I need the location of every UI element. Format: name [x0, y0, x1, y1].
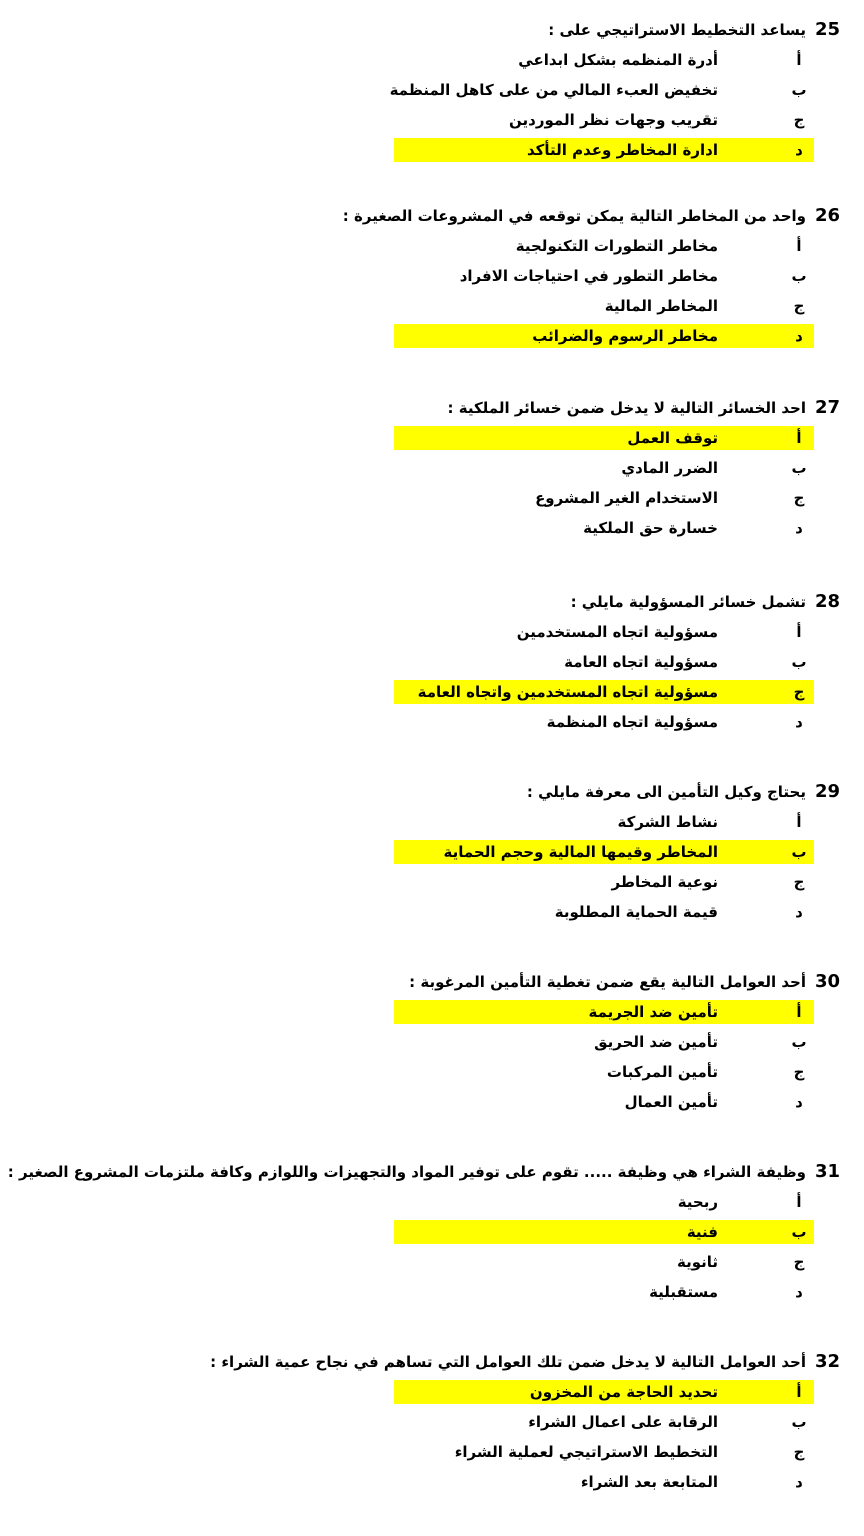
question-26: [0, 204, 840, 228]
option-text: مخاطر التطورات التكنولجية: [515, 237, 718, 255]
question-31: [0, 1160, 840, 1184]
option-letter: أ: [796, 237, 802, 255]
option-letter: ج: [793, 683, 805, 701]
answer-option: [394, 1030, 814, 1054]
option-text: مسؤولية اتجاه المنظمة: [546, 713, 718, 731]
option-letter: ب: [791, 843, 807, 861]
answer-option: [394, 486, 814, 510]
question-number: 28: [814, 591, 840, 612]
option-letter: أ: [796, 51, 802, 69]
answer-option: [394, 650, 814, 674]
option-letter: ب: [791, 1223, 807, 1241]
answer-option-highlighted: [394, 840, 814, 864]
option-letter: د: [795, 1473, 803, 1491]
question-text: احد الخسائر التالية لا يدخل ضمن خسائر الملكية :: [447, 399, 806, 417]
answer-option: [394, 234, 814, 258]
question-number: 25: [814, 19, 840, 40]
option-text: تحديد الحاجة من المخزون: [529, 1383, 718, 1401]
answer-option: [394, 1470, 814, 1494]
option-text: مسؤولية اتجاه العامة: [564, 653, 718, 671]
question-number: 31: [814, 1161, 840, 1182]
question-25: [0, 18, 840, 42]
option-letter: ج: [793, 873, 805, 891]
question-32: [0, 1350, 840, 1374]
question-number: 26: [814, 205, 840, 226]
option-letter: ب: [791, 1413, 807, 1431]
answer-option: [394, 810, 814, 834]
question-29: [0, 780, 840, 804]
option-text: مخاطر الرسوم والضرائب: [532, 327, 718, 345]
question-text: يساعد التخطيط الاستراتيجي على :: [548, 21, 806, 39]
option-text: أدرة المنظمه بشكل ابداعي: [518, 51, 718, 69]
option-text: مستقبلية: [649, 1283, 718, 1301]
question-text: واحد من المخاطر التالية يمكن توقعه في المشروعات الصغيرة :: [342, 207, 806, 225]
option-text: الضرر المادي: [621, 459, 718, 477]
option-text: تقريب وجهات نظر الموردين: [509, 111, 718, 129]
option-text: فنية: [686, 1223, 718, 1241]
option-letter: د: [795, 1283, 803, 1301]
option-letter: د: [795, 1093, 803, 1111]
option-text: نشاط الشركة: [617, 813, 718, 831]
answer-option: [394, 294, 814, 318]
option-letter: ج: [793, 489, 805, 507]
question-27: [0, 396, 840, 420]
option-letter: ب: [791, 459, 807, 477]
option-letter: أ: [796, 429, 802, 447]
option-text: المتابعة بعد الشراء: [580, 1473, 718, 1491]
answer-option: [394, 1190, 814, 1214]
option-text: تأمين المركبات: [606, 1063, 718, 1081]
answer-option-highlighted: [394, 1380, 814, 1404]
option-text: التخطيط الاستراتيجي لعملية الشراء: [454, 1443, 718, 1461]
question-text: تشمل خسائر المسؤولية مايلي :: [570, 593, 806, 611]
option-letter: د: [795, 903, 803, 921]
question-number: 27: [814, 397, 840, 418]
answer-option-highlighted: [394, 1000, 814, 1024]
answer-option: [394, 710, 814, 734]
option-letter: ج: [793, 111, 805, 129]
question-28: [0, 590, 840, 614]
question-text: أحد العوامل التالية لا يدخل ضمن تلك العوامل التي تساهم في نجاح عمية الشراء :: [210, 1353, 806, 1371]
option-text: مسؤولية اتجاه المستخدمين واتجاه العامة: [417, 683, 718, 701]
option-text: مسؤولية اتجاه المستخدمين: [516, 623, 718, 641]
option-letter: أ: [796, 623, 802, 641]
option-letter: ج: [793, 1253, 805, 1271]
option-text: قيمة الحماية المطلوبة: [554, 903, 718, 921]
answer-option-highlighted: [394, 138, 814, 162]
option-text: ادارة المخاطر وعدم التأكد: [526, 141, 718, 159]
option-text: ثانوية: [676, 1253, 718, 1271]
answer-option: [394, 870, 814, 894]
option-letter: أ: [796, 1383, 802, 1401]
answer-option-highlighted: [394, 324, 814, 348]
answer-option: [394, 1090, 814, 1114]
option-letter: ب: [791, 1033, 807, 1051]
answer-option: [394, 516, 814, 540]
option-letter: أ: [796, 1003, 802, 1021]
option-letter: د: [795, 713, 803, 731]
option-text: تأمين ضد الجريمة: [588, 1003, 718, 1021]
option-text: توقف العمل: [627, 429, 718, 447]
answer-option-highlighted: [394, 426, 814, 450]
option-letter: د: [795, 327, 803, 345]
option-text: تخفيض العبء المالي من على كاهل المنظمة: [389, 81, 718, 99]
answer-option: [394, 900, 814, 924]
option-text: المخاطر المالية: [604, 297, 718, 315]
question-text: يحتاج وكيل التأمين الى معرفة مايلي :: [526, 783, 806, 801]
answer-option: [389, 78, 814, 102]
option-text: تأمين العمال: [624, 1093, 718, 1111]
option-letter: ب: [791, 81, 807, 99]
answer-option: [394, 48, 814, 72]
question-number: 30: [814, 971, 840, 992]
option-letter: د: [795, 519, 803, 537]
option-letter: د: [795, 141, 803, 159]
option-text: خسارة حق الملكية: [583, 519, 718, 537]
answer-option: [394, 108, 814, 132]
option-letter: ب: [791, 653, 807, 671]
answer-option-highlighted: [394, 1220, 814, 1244]
question-number: 32: [814, 1351, 840, 1372]
option-text: الاستخدام الغير المشروع: [535, 489, 718, 507]
question-30: [0, 970, 840, 994]
option-text: نوعية المخاطر: [611, 873, 718, 891]
answer-option: [394, 1060, 814, 1084]
option-letter: ج: [793, 297, 805, 315]
answer-option: [394, 264, 814, 288]
option-text: مخاطر التطور في احتياجات الافراد: [459, 267, 718, 285]
option-text: المخاطر وقيمها المالية وحجم الحماية: [443, 843, 718, 861]
answer-option: [394, 1280, 814, 1304]
option-text: تأمين ضد الحريق: [594, 1033, 718, 1051]
answer-option: [394, 1250, 814, 1274]
option-letter: ب: [791, 267, 807, 285]
answer-option: [394, 620, 814, 644]
answer-option-highlighted: [394, 680, 814, 704]
answer-option: [394, 1440, 814, 1464]
question-text: أحد العوامل التالية يقع ضمن تغطية التأمين المرغوبة :: [409, 973, 806, 991]
option-text: ربحية: [677, 1193, 718, 1211]
option-text: الرقابة على اعمال الشراء: [528, 1413, 718, 1431]
option-letter: ج: [793, 1063, 805, 1081]
option-letter: أ: [796, 1193, 802, 1211]
option-letter: أ: [796, 813, 802, 831]
answer-option: [394, 456, 814, 480]
question-number: 29: [814, 781, 840, 802]
question-text: وظيفة الشراء هي وظيفة ..... تقوم على توفير المواد والتجهيزات واللوازم وكافة ملتزمات المشروع الصغير :: [7, 1163, 806, 1181]
answer-option: [394, 1410, 814, 1434]
option-letter: ج: [793, 1443, 805, 1461]
